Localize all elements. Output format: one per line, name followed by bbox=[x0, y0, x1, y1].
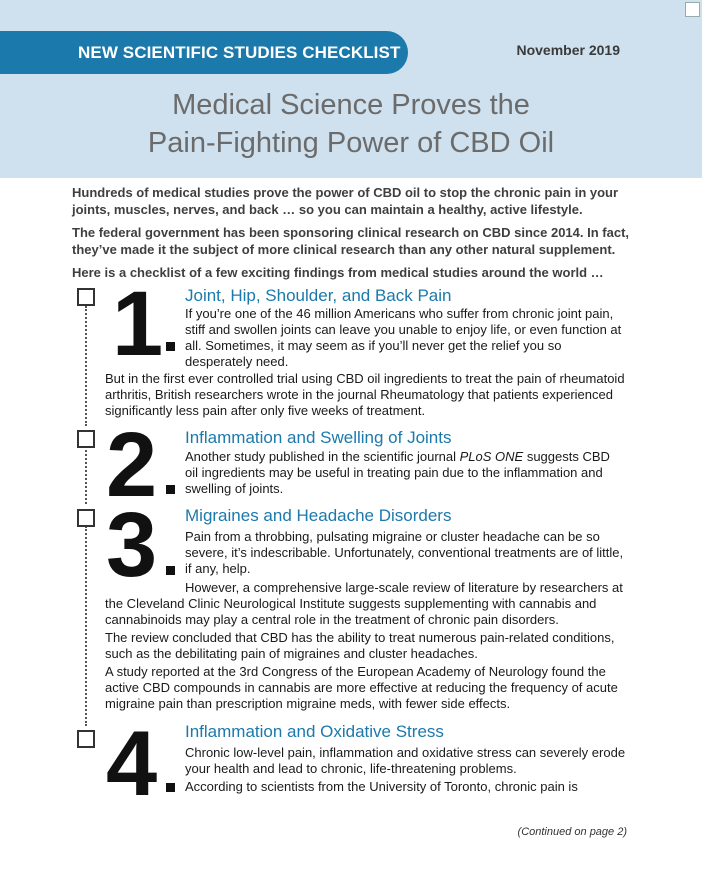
item-4-paragraph-1 bbox=[185, 745, 630, 777]
item-heading-3: Migraines and Headache Disorders bbox=[185, 506, 452, 525]
checklist-dotted-line bbox=[85, 446, 87, 504]
item-1-text-2: But in the first ever controlled trial using CBD oil ingredients to treat the pain of rheumatoid arthritis, British researchers wrote in the journal Rheumatology that patients experienced significantly less pain after only five weeks of treatment. bbox=[105, 371, 625, 418]
intro-paragraph-1: Hundreds of medical studies prove the power of CBD oil to stop the chronic pain in your joints, muscles, nerves, and back … so you can maintain a healthy, active lifestyle. bbox=[72, 185, 619, 217]
checkbox-item-2[interactable] bbox=[77, 430, 95, 448]
number-period-square bbox=[166, 485, 175, 494]
item-3-paragraph-1 bbox=[185, 529, 630, 577]
item-3-text-4: A study reported at the 3rd Congress of the European Academy of Neurology found the active CBD compounds in cannabis are more effective at reducing the frequency of acute migraine pain than prescription migraine meds, with fewer side effects. bbox=[105, 664, 618, 711]
page-title bbox=[0, 86, 702, 162]
item-3-paragraph-2 bbox=[105, 580, 635, 628]
checklist-dotted-line bbox=[85, 306, 87, 426]
journal-name: PLoS ONE bbox=[459, 449, 524, 464]
item-3-paragraph-3 bbox=[105, 630, 635, 662]
number-period-square bbox=[166, 566, 175, 575]
item-1-paragraph-1 bbox=[185, 306, 630, 370]
item-heading-2: Inflammation and Swelling of Joints bbox=[185, 428, 452, 447]
item-4-text-2: According to scientists from the University of Toronto, chronic pain is bbox=[185, 779, 578, 794]
item-number-1: 1 bbox=[112, 273, 160, 375]
item-4-paragraph-2 bbox=[185, 779, 630, 795]
header-band bbox=[0, 0, 702, 178]
checkbox-item-3[interactable] bbox=[77, 509, 95, 527]
checkbox-item-4[interactable] bbox=[77, 730, 95, 748]
item-1-paragraph-2 bbox=[105, 371, 635, 419]
checklist-dotted-line bbox=[85, 526, 87, 726]
item-3-paragraph-4 bbox=[105, 664, 635, 712]
item-2-paragraph-1 bbox=[185, 449, 625, 497]
intro-paragraph-3: Here is a checklist of a few exciting findings from medical studies around the world … bbox=[72, 265, 604, 280]
item-heading-4: Inflammation and Oxidative Stress bbox=[185, 722, 444, 741]
checklist-badge: NEW SCIENTIFIC STUDIES CHECKLIST bbox=[0, 31, 408, 74]
checkbox-item-1[interactable] bbox=[77, 288, 95, 306]
item-2-text-a: Another study published in the scientific journal bbox=[185, 449, 460, 464]
item-1-text: If you’re one of the 46 million Americans who suffer from chronic joint pain, stiff and swollen joints can leave you unable to enjoy life, or even function at all. Sometimes, it may seem as if you’ll never get the relief you so desperately need. bbox=[185, 306, 622, 369]
corner-checkbox-icon bbox=[685, 2, 700, 17]
issue-date: November 2019 bbox=[516, 42, 620, 58]
number-period-square bbox=[166, 783, 175, 792]
number-period-square bbox=[166, 342, 175, 351]
item-number-3: 3 bbox=[106, 494, 154, 596]
intro-paragraph-2: The federal government has been sponsoring clinical research on CBD since 2014. In fact, they’ve made it the subject of more clinical research than any other natural supplement. bbox=[72, 225, 630, 257]
title-line-1: Medical Science Proves the bbox=[172, 89, 530, 121]
item-heading-1: Joint, Hip, Shoulder, and Back Pain bbox=[185, 286, 452, 305]
continued-note: (Continued on page 2) bbox=[517, 826, 627, 838]
item-number-2: 2 bbox=[106, 414, 154, 516]
item-4-text-1: Chronic low-level pain, inflammation and oxidative stress can severely erode your health and lead to chronic, life-threatening problems. bbox=[185, 745, 626, 776]
title-line-2: Pain-Fighting Power of CBD Oil bbox=[147, 127, 555, 159]
intro-text bbox=[72, 184, 632, 287]
item-3-text-1: Pain from a throbbing, pulsating migraine or cluster headache can be so severe, it’s indescribable. Unfortunately, conventional treatments are of little, if any, help. bbox=[185, 529, 624, 576]
item-3-text-2: However, a comprehensive large-scale review of literature by researchers at the Cleveland Clinic Neurological Institute suggests supplementing with cannabis and cannabinoids may play a central role in the treatment of chronic pain disorders. bbox=[105, 580, 623, 627]
item-number-4: 4 bbox=[106, 713, 154, 815]
item-3-text-3: The review concluded that CBD has the ability to treat numerous pain-related conditions, such as the debilitating pain of migraines and cluster headaches. bbox=[105, 630, 615, 661]
item-2-text-b: suggests CBD oil ingredients may be useful in treating pain due to the inflammation and swelling of joints. bbox=[185, 449, 610, 496]
